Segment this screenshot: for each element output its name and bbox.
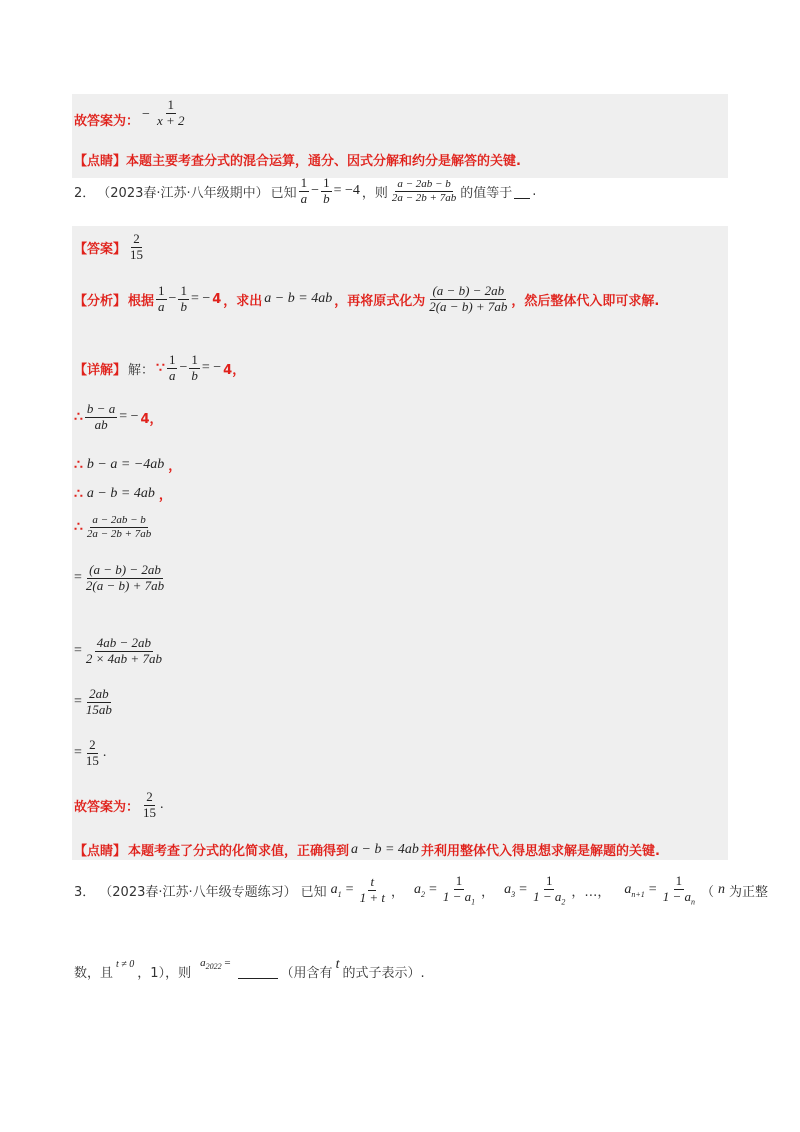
- q2-solution-block: [72, 226, 728, 860]
- q2-step-4: = $\frac{2}{15}$ .: [74, 737, 107, 768]
- q2-answer-again: 故答案为： $\frac{2}{15}$ .: [74, 789, 164, 820]
- q2-comment: 【点睛】 本题考查了分式的化简求值，正确得到 a − b = 4ab 并利用整体代入得思想求解是解题的关键.: [74, 841, 660, 859]
- q1-comment: 【点睛】本题主要考查分式的混合运算，通分、因式分解和约分是解答的关键.: [74, 154, 521, 169]
- q2-detail-line-4: ∴ a − b = 4ab ，: [74, 485, 172, 503]
- q2-detail-line-1: 【详解】 解： ∵ $\frac{1}{a}$ − $\frac{1}{b}$ = − 4，: [74, 352, 246, 383]
- q3-answer-blank[interactable]: [238, 964, 278, 979]
- q2-stem: 2． （2023春·江苏·八年级期中） 已知 $\frac{1}{a}$ − $\frac{1}{b}$ = −4 ，则 $\frac{a - 2ab - b}{2a - 2b + 7ab}$ 的值等于 .: [74, 175, 537, 206]
- q3-stem-line-2: 数，且 t ≠ 0 ，1），则 $a_{2022}$ = （用含有 t 的式子表示）.: [74, 956, 425, 981]
- q3-stem-line-1: 3． （2023春·江苏·八年级专题练习） 已知 $a_1$ = $\frac{t}{1 + t}$ ， $a_2$ = $\frac{1}{1 - a_1}$ ， $a_3$ = $\frac{1}{1 - a_2}$ ，…， $a_{n+1}$ = $\frac{1}{1 - a_n}$ （ n 为正整: [74, 873, 768, 907]
- q1-answer-expression: − $\frac{1}{x + 2}$: [142, 97, 185, 128]
- q2-answer: 【答案】 $\frac{2}{15}$: [74, 231, 144, 262]
- q2-step-2: = $\frac{4ab - 2ab}{2 \times 4ab + 7ab}$: [74, 635, 162, 666]
- q2-detail-line-5: ∴ $\frac{a - 2ab - b}{2a - 2b + 7ab}$: [74, 514, 152, 540]
- q2-detail-line-3: ∴ b − a = −4ab ，: [74, 456, 182, 474]
- q2-detail-line-2: ∴ $\frac{b - a}{ab}$ = − 4，: [74, 401, 163, 432]
- q2-step-3: = $\frac{2ab}{15ab}$: [74, 686, 112, 717]
- q2-answer-blank[interactable]: [514, 184, 530, 199]
- q2-analysis: 【分析】 根据 $\frac{1}{a}$ − $\frac{1}{b}$ = − 4 ，求出 a − b = 4ab ，再将原式化为 $\frac{(a - b) - 2ab}{2(a - b) + 7ab}$ ，然后整体代入即可求解.: [74, 283, 660, 314]
- q1-answer-prefix: 故答案为：: [74, 114, 140, 129]
- q2-step-1: = $\frac{(a - b) - 2ab}{2(a - b) + 7ab}$: [74, 562, 165, 593]
